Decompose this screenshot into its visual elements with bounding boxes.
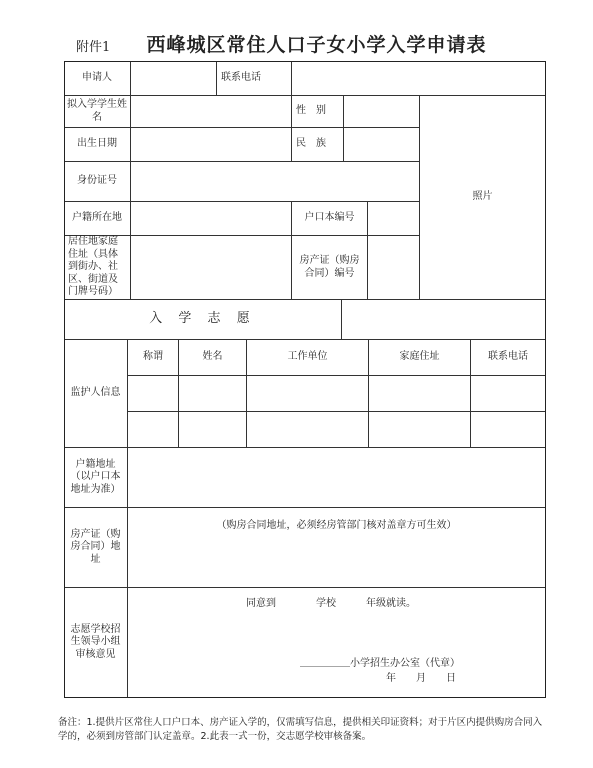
date-text: 年 月 日 — [386, 673, 456, 684]
hukou-address-label: 户籍地址（以户口本地址为准） — [64, 448, 128, 508]
attachment-label: 附件1 — [76, 40, 111, 55]
applicant-label: 申请人 — [64, 61, 131, 96]
gender-field[interactable] — [344, 96, 420, 128]
hukou-location-label: 户籍所在地 — [64, 202, 131, 236]
guardian-info-label: 监护人信息 — [64, 340, 128, 448]
applicant-field[interactable] — [131, 61, 217, 96]
property-cert-label: 房产证（购房合同）地址 — [64, 508, 128, 588]
guardian-header-workplace: 工作单位 — [247, 340, 369, 376]
guardian2-relation[interactable] — [128, 412, 179, 448]
property-cert-no-field[interactable] — [368, 236, 420, 300]
guardian-header-name: 姓名 — [179, 340, 247, 376]
property-cert-field[interactable] — [128, 508, 546, 588]
application-form — [64, 61, 546, 698]
guardian1-name[interactable] — [179, 376, 247, 412]
enrollment-wish-field[interactable] — [342, 300, 546, 340]
ethnicity-field[interactable] — [344, 128, 420, 162]
phone-label: 联系电话 — [217, 61, 292, 96]
guardian1-phone[interactable] — [471, 376, 546, 412]
guardian-header-address: 家庭住址 — [369, 340, 471, 376]
hukou-address-field[interactable] — [128, 448, 546, 508]
footnote: 备注：1.提供片区常住人口户口本、房产证入学的，仅需填写信息，提供相关印证资料；对于片区内提供购房合同入学的，必须到房管部门认定盖章。2.此表一式一份，交志愿学校审核备案。 — [58, 717, 543, 742]
property-note: （购房合同地址，必须经房管部门核对盖章方可生效） — [216, 520, 457, 531]
hukou-book-no-field[interactable] — [368, 202, 420, 236]
ethnicity-label: 民 族 — [292, 128, 344, 162]
student-name-label: 拟入学学生姓名 — [64, 96, 131, 128]
guardian1-address[interactable] — [369, 376, 471, 412]
guardian-header-relation: 称谓 — [128, 340, 179, 376]
hukou-location-field[interactable] — [131, 202, 292, 236]
office-stamp-text: ＿＿＿＿＿小学招生办公室（代章） — [300, 658, 460, 669]
form-title: 西峰城区常住人口子女小学入学申请表 — [146, 34, 487, 56]
residence-address-field[interactable] — [131, 236, 292, 300]
id-number-label: 身份证号 — [64, 162, 131, 202]
gender-label: 性 别 — [292, 96, 344, 128]
photo-box[interactable]: 照片 — [420, 96, 546, 300]
birth-date-label: 出生日期 — [64, 128, 131, 162]
student-name-field[interactable] — [131, 96, 292, 128]
guardian1-workplace[interactable] — [247, 376, 369, 412]
review-opinion-label: 志愿学校招生领导小组审核意见 — [64, 588, 128, 698]
guardian1-relation[interactable] — [128, 376, 179, 412]
guardian2-phone[interactable] — [471, 412, 546, 448]
guardian2-workplace[interactable] — [247, 412, 369, 448]
hukou-book-no-label: 户口本编号 — [292, 202, 368, 236]
property-cert-no-label: 房产证（购房合同）编号 — [292, 236, 368, 300]
phone-field[interactable] — [292, 61, 546, 96]
birth-date-field[interactable] — [131, 128, 292, 162]
agree-text: 同意到 学校 年级就读。 — [246, 598, 416, 609]
review-opinion-field[interactable] — [128, 588, 546, 698]
guardian-header-phone: 联系电话 — [471, 340, 546, 376]
id-number-field[interactable] — [131, 162, 420, 202]
guardian2-name[interactable] — [179, 412, 247, 448]
enrollment-wish-label: 入 学 志 愿 — [64, 300, 342, 340]
guardian2-address[interactable] — [369, 412, 471, 448]
residence-address-label: 居住地家庭住址（具体到街办、社区、街道及门牌号码） — [64, 236, 131, 300]
